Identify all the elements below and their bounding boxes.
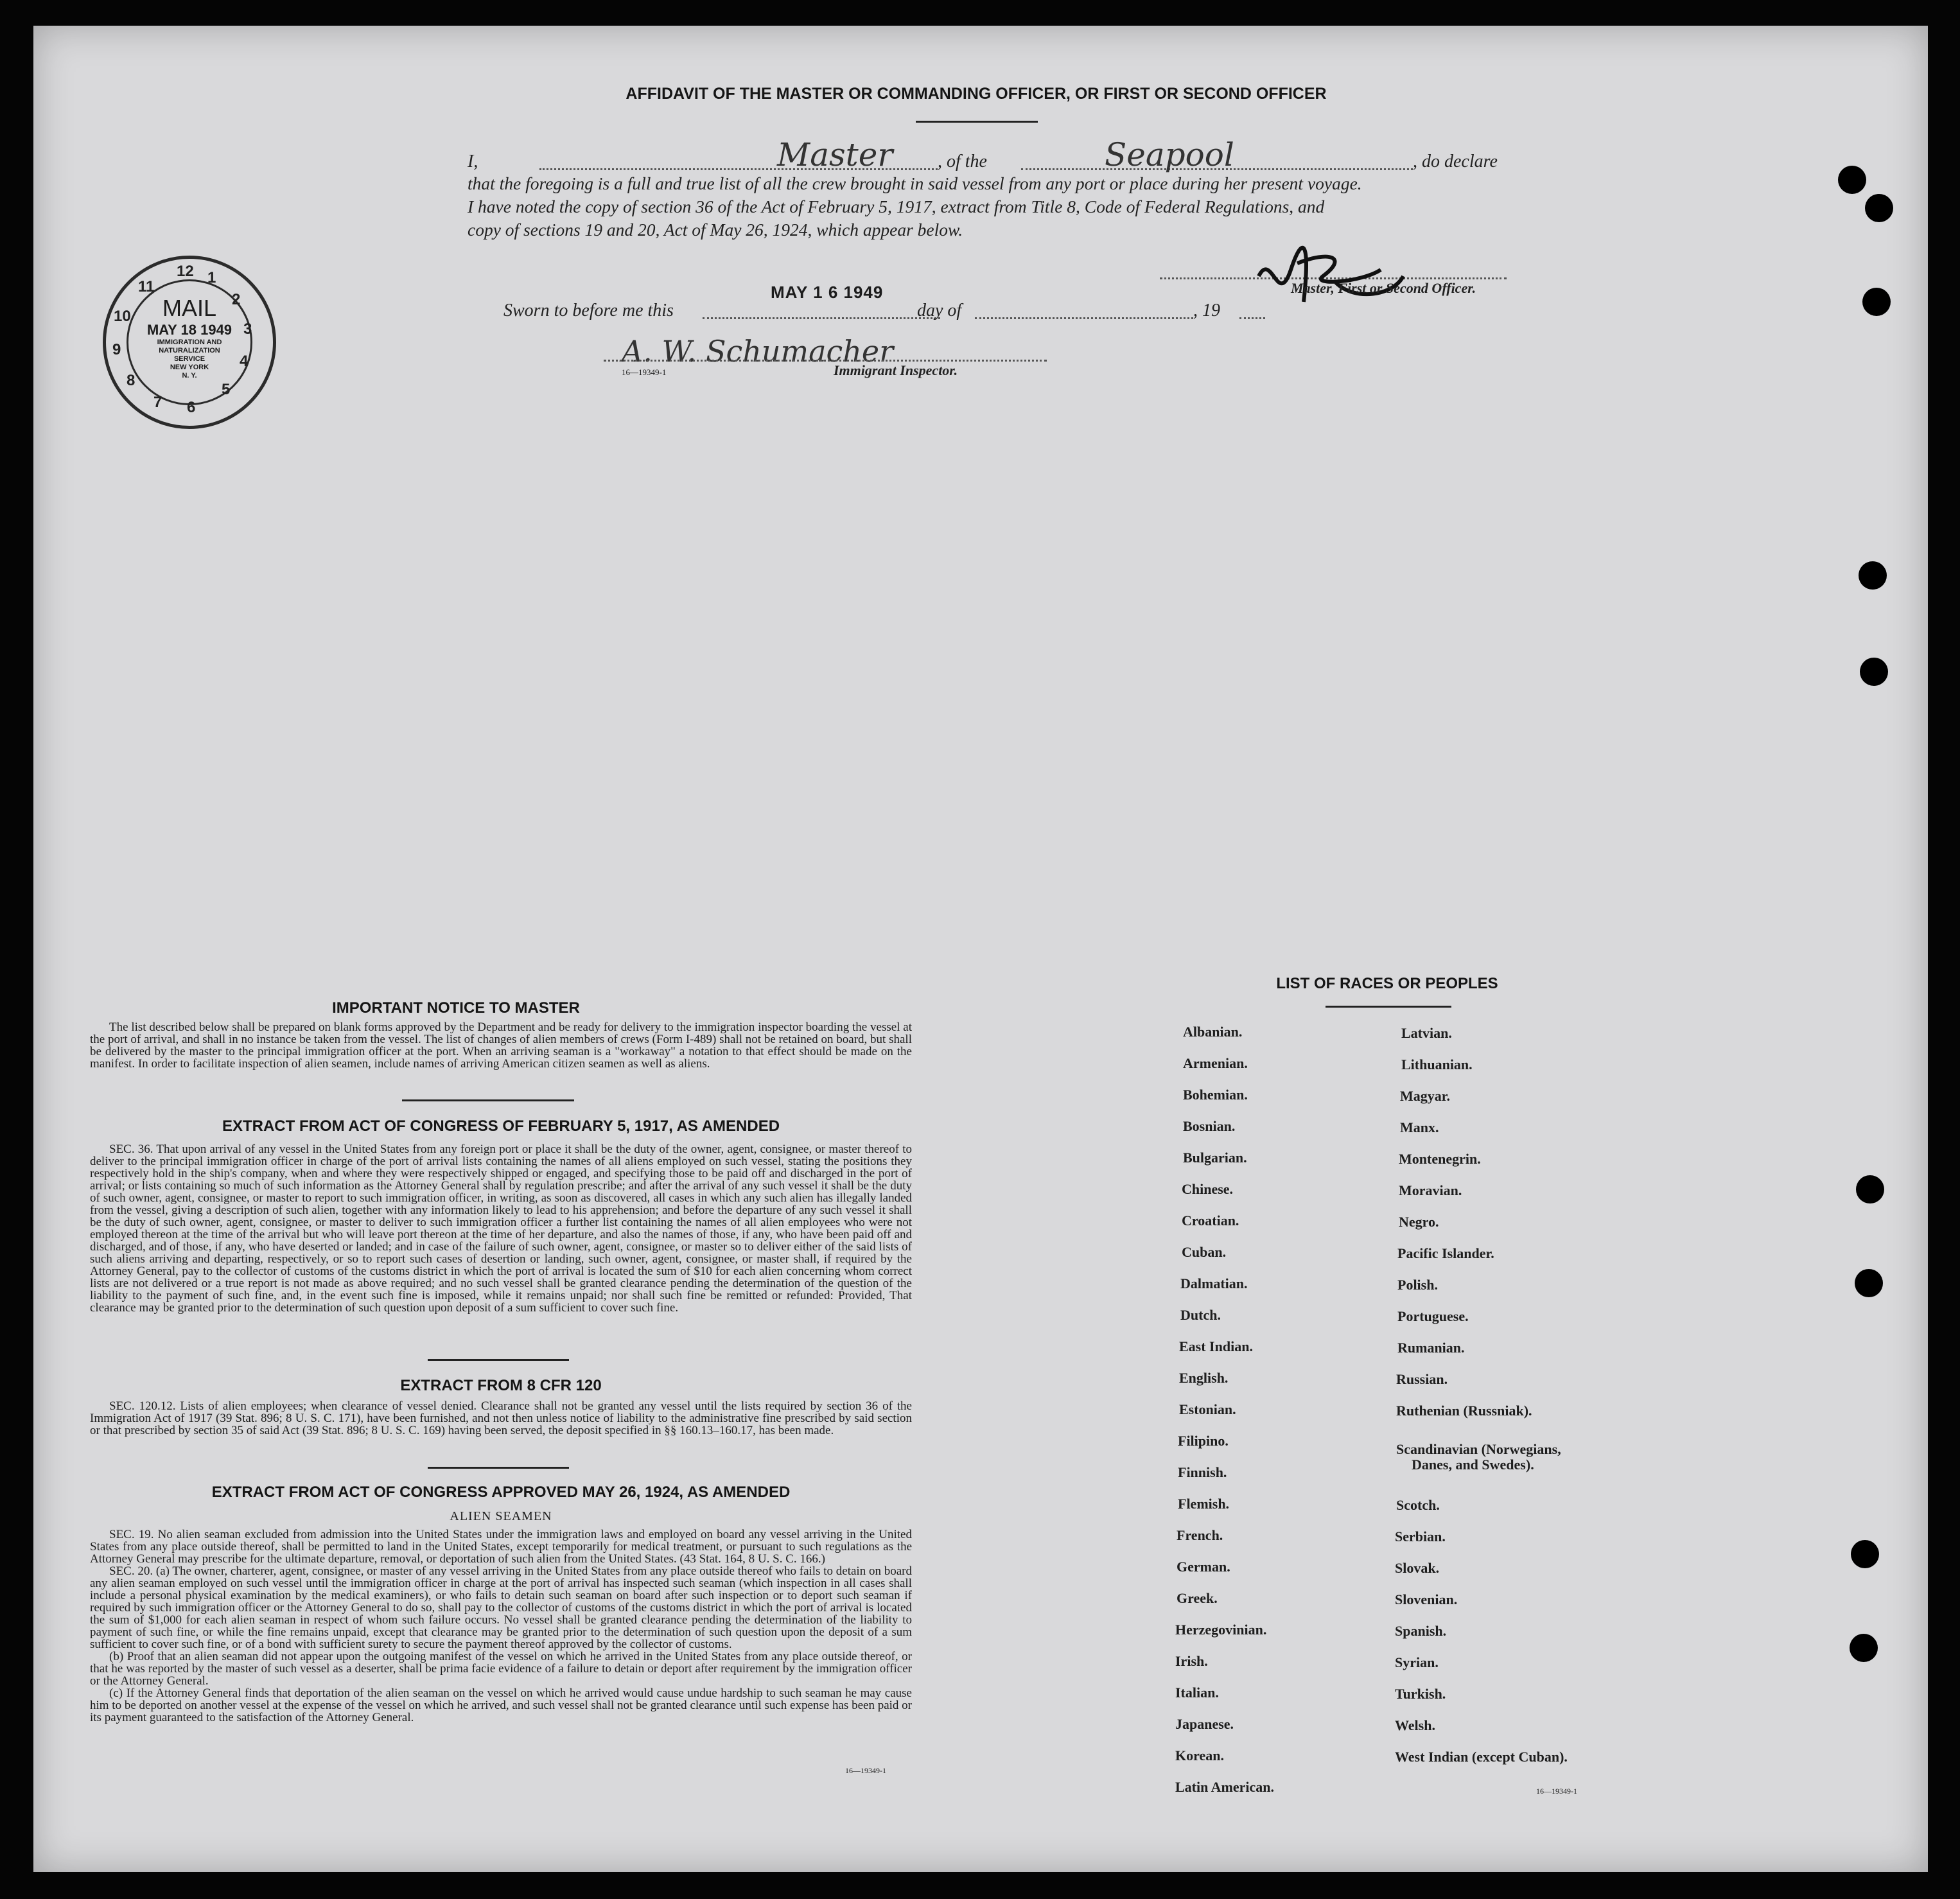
rank-handwritten: Master [777, 136, 893, 173]
extract-1917-text [90, 1143, 912, 1314]
stamp-line-2: NATURALIZATION [159, 347, 220, 354]
race-item-magyar: Magyar. [1400, 1088, 1451, 1104]
stamp-hour-4: 4 [240, 353, 249, 370]
affidavit-line-3: I have noted the copy of section 36 of the Act of February 5, 1917, extract from Title 8, Code of Federal Regulations, and [468, 197, 1325, 216]
inspector-line [604, 360, 1047, 362]
race-item-korean: Korean. [1175, 1747, 1224, 1763]
race-item-serbian: Serbian. [1395, 1528, 1446, 1545]
title-underline [916, 121, 1038, 123]
sworn-label: Sworn to before me this [503, 301, 674, 320]
race-item-portuguese: Portuguese. [1397, 1308, 1469, 1324]
stamp-hour-6: 6 [187, 399, 196, 416]
race-item-lithuanian: Lithuanian. [1401, 1056, 1473, 1072]
of-the-label: , of the [938, 152, 987, 171]
stamp-hour-1: 1 [207, 269, 216, 286]
section-19-paragraph: SEC. 19. No alien seaman excluded from admission into the United States under the immigration laws and employed on board any vessel arriving in the United States from any place outside thereof, shall be permitted to land in the United States, except temporarily for medical treatment, or pursuant to such regulations as the Attorney General may prescribe for the ultimate departure, removal, or deportation of such alien from the United States. (43 Stat. 164, 8 U. S. C. 166.) [90, 1528, 912, 1566]
binder-hole [1855, 1269, 1883, 1297]
section-20b-paragraph: (b) Proof that an alien seaman did not appear upon the outgoing manifest of the vessel on which he arrived in the United States from any place outside thereof, or that he was reported by the master of such vessel as a deserter, shall be prima facie evidence of a failure to detain or deport after requirement by the immigration officer or the Attorney General. [90, 1650, 912, 1688]
sworn-date-stamp: MAY 1 6 1949 [771, 283, 884, 302]
race-item-pacific-islander: Pacific Islander. [1397, 1245, 1494, 1261]
race-item-latin-american: Latin American. [1175, 1779, 1274, 1795]
race-item-scotch: Scotch. [1396, 1497, 1440, 1513]
race-item-bosnian: Bosnian. [1183, 1118, 1236, 1134]
stamp-hour-8: 8 [127, 372, 136, 389]
extract-cfr-title: EXTRACT FROM 8 CFR 120 [400, 1377, 602, 1394]
race-item-scandinavian-cont: Danes, and Swedes). [1412, 1457, 1534, 1473]
section-20c-paragraph: (c) If the Attorney General finds that deportation of the alien seaman on the vessel on which he arrived would cause undue hardship to such seaman he may cause him to be deported on another vessel at the expense of the vessel on which he arrived, and such vessel shall not be granted clearance until such expense has been paid or its payment guaranteed to the satisfaction of the Attorney General. [90, 1686, 912, 1724]
stamp-hour-5: 5 [222, 381, 231, 398]
stamp-line-4: NEW YORK [170, 363, 209, 371]
race-item-filipino: Filipino. [1178, 1433, 1229, 1449]
race-item-slovak: Slovak. [1395, 1560, 1440, 1576]
race-item-dutch: Dutch. [1180, 1307, 1221, 1323]
stamp-line-1: IMMIGRATION AND [157, 338, 222, 346]
extract-1917-title: EXTRACT FROM ACT OF CONGRESS OF FEBRUARY 5, 1917, AS AMENDED [222, 1117, 780, 1135]
form-number-top: 16—19349-1 [622, 367, 667, 377]
extract-1924-title: EXTRACT FROM ACT OF CONGRESS APPROVED MAY 26, 1924, AS AMENDED [211, 1483, 791, 1501]
do-declare-label: , do declare [1413, 152, 1498, 171]
race-item-chinese: Chinese. [1182, 1181, 1234, 1197]
race-item-bulgarian: Bulgarian. [1183, 1150, 1247, 1166]
race-item-english: English. [1179, 1370, 1229, 1386]
affidavit-title: AFFIDAVIT OF THE MASTER OR COMMANDING OFFICER, OR FIRST OR SECOND OFFICER [626, 85, 1327, 103]
section-20a-paragraph: SEC. 20. (a) The owner, charterer, agent, consignee, or master of any vessel arriving in the United States from any place outside thereof who fails to detain on board any alien seaman employed on such vessel until the immigration officer in charge at the port of arrival has inspected such seaman (which inspection in all cases shall include a personal physical examination by the medical examiners), or who fails to detain such seaman on board after such inspection or to deport such seaman if required by such immigration officer or the Attorney General to do so, shall pay to the collector of customs of the customs district in which the port of arrival is located the sum of $1,000 for each alien seaman in respect of whom such failure occurs. No vessel shall be granted clearance pending the determination of the liability to payment of such fine, or while the fine remains unpaid, except that clearance may be granted prior to the determination of such question upon the deposit of a sum sufficient to cover such fine, or of a bond with sufficient surety to secure the payment thereof approved by the collector of customs. [90, 1564, 912, 1651]
races-underline [1326, 1006, 1451, 1008]
alien-seamen-subtitle: ALIEN SEAMEN [450, 1509, 552, 1523]
race-item-japanese: Japanese. [1175, 1716, 1234, 1732]
race-item-spanish: Spanish. [1395, 1623, 1447, 1639]
binder-hole [1859, 561, 1887, 590]
race-item-turkish: Turkish. [1395, 1686, 1446, 1702]
day-of-label: day of [917, 301, 962, 320]
stamp-hour-7: 7 [153, 394, 162, 411]
year-prefix: , 19 [1193, 301, 1220, 320]
vessel-handwritten: Seapool [1105, 136, 1234, 173]
race-item-manx: Manx. [1400, 1119, 1439, 1135]
race-item-west-indian: West Indian (except Cuban). [1395, 1749, 1568, 1765]
form-number-bottom-right: 16—19349-1 [1536, 1787, 1577, 1796]
race-item-rumanian: Rumanian. [1397, 1340, 1465, 1356]
race-item-welsh: Welsh. [1395, 1717, 1435, 1733]
divider-2 [428, 1359, 569, 1361]
race-item-croatian: Croatian. [1182, 1212, 1239, 1229]
race-item-dalmatian: Dalmatian. [1180, 1275, 1248, 1291]
race-item-syrian: Syrian. [1395, 1654, 1439, 1670]
notice-title: IMPORTANT NOTICE TO MASTER [332, 999, 580, 1017]
race-item-latvian: Latvian. [1401, 1025, 1452, 1041]
notice-text [90, 1021, 912, 1070]
divider-1 [402, 1099, 574, 1101]
race-item-armenian: Armenian. [1183, 1055, 1248, 1071]
stamp-hour-2: 2 [232, 291, 241, 308]
affidavit-line-2: that the foregoing is a full and true list of all the crew brought in said vessel from any port or place during her present voyage. [468, 173, 1362, 193]
extract-cfr-text [90, 1400, 912, 1437]
race-item-scandinavian: Scandinavian (Norwegians, [1396, 1441, 1561, 1457]
section-36-paragraph: SEC. 36. That upon arrival of any vessel in the United States from any foreign port or place it shall be the duty of the owner, agent, consignee, or master thereof to deliver to the principal immigration officer in charge of the port of arrival lists containing the names of all aliens employed on such vessel, stating the positions they respectively hold in the ship's company, when and where they were respectively shipped or engaged, and specifying those to be paid off and discharged in the port of arrival; or lists containing so much of such information as the Attorney General shall by regulation prescribe; and after the arrival of any such vessel it shall be the duty of such owner, agent, consignee, or master to report to such immigration officer, in writing, as soon as discovered, all cases in which any such alien has illegally landed from the vessel, giving a description of such alien, together with any information likely to lead to his apprehension; and before the departure of any such vessel it shall be the duty of such owner, agent, consignee, or master to deliver to such immigration officer a further list containing the names of all alien employees who were not employed thereon at the time of the arrival but who will leave port thereon at the time of her departure, and also the names of those, if any, who have been paid off and discharged, and of those, if any, who have deserted or landed; and in case of the failure of such owner, agent, consignee, or master so to deliver either of the said lists of such aliens arriving and departing, respectively, or so to report such cases of desertion or landing, such owner, agent, consignee, or master shall, if required by the Attorney General, pay to the collector of customs of the customs district in which the port of arrival is located the sum of $10 for each alien concerning whom correct lists are not delivered or a true report is not made as above required; and no such vessel shall be granted clearance pending the determination of the question of the liability to the payment of such fine, and, in the event such fine is imposed, while it remains unpaid; nor shall such fine be remitted or refunded: Provided, That clearance may be granted prior to the determination of such question upon deposit of a sum sufficient to cover such fine. [90, 1142, 912, 1315]
race-item-italian: Italian. [1175, 1685, 1219, 1701]
stamp-date: MAY 18 1949 [146, 322, 232, 338]
i-label: I, [468, 152, 478, 171]
stamp-mail: MAIL [162, 295, 217, 321]
form-number-bottom-left: 16—19349-1 [845, 1766, 886, 1775]
section-120-12-paragraph: SEC. 120.12. Lists of alien employees; when clearance of vessel denied. Clearance shall not be granted any vessel until the lists required by section 36 of the Immigration Act of 1917 (39 Stat. 896; 8 U. S. C. 171), have been furnished, and not then unless notice of liability to the administrative fine prescribed by said section or that prescribed by section 35 of said Act (39 Stat. 896; 8 U. S. C. 169) having been served, the deposit specified in §§ 160.13–160.17, has been made. [90, 1399, 912, 1437]
race-item-russian: Russian. [1396, 1371, 1448, 1387]
stamp-line-5: N. Y. [182, 372, 197, 380]
binder-hole [1862, 288, 1891, 316]
race-item-estonian: Estonian. [1179, 1401, 1236, 1417]
race-item-finnish: Finnish. [1178, 1464, 1227, 1480]
race-item-bohemian: Bohemian. [1183, 1087, 1248, 1103]
mail-received-stamp [103, 256, 276, 429]
inspector-signature: A. W. Schumacher [622, 334, 894, 369]
sworn-date-blank [703, 317, 940, 319]
stamp-hour-11: 11 [138, 278, 155, 295]
inspector-caption: Immigrant Inspector. [834, 362, 958, 378]
master-signature [1252, 238, 1413, 321]
race-item-flemish: Flemish. [1178, 1496, 1230, 1512]
notice-paragraph: The list described below shall be prepared on blank forms approved by the Department and be ready for delivery to the immigration inspector boarding the vessel at the port of arrival, and shall in no instance be taken from the vessel. The list of changes of alien members of crews (Form I-489) shall not be retained on board, but shall be delivered by the master to the principal immigration officer at the port. When an arriving seaman is a "workaway" a notation to that effect should be made on the manifest. In order to facilitate inspection of alien seamen, include names of arriving American citizen seamen as well as aliens. [90, 1020, 912, 1071]
race-item-irish: Irish. [1175, 1653, 1208, 1669]
race-item-moravian: Moravian. [1399, 1182, 1462, 1198]
stamp-hour-12: 12 [177, 263, 194, 280]
stamp-line-3: SERVICE [173, 355, 206, 363]
extract-1924-text [90, 1528, 912, 1724]
races-title: LIST OF RACES OR PEOPLES [1276, 975, 1498, 992]
binder-hole [1856, 1175, 1884, 1203]
race-item-ruthenian: Ruthenian (Russniak). [1396, 1403, 1532, 1419]
stamp-hour-9: 9 [112, 341, 121, 358]
signature-caption: Master, First or Second Officer. [1291, 280, 1476, 296]
binder-hole [1865, 194, 1893, 222]
race-item-french: French. [1177, 1527, 1223, 1543]
race-item-negro: Negro. [1399, 1214, 1439, 1230]
binder-hole [1850, 1634, 1878, 1662]
divider-3 [428, 1467, 569, 1469]
race-item-greek: Greek. [1177, 1590, 1218, 1606]
month-blank [975, 317, 1193, 319]
race-item-montenegrin: Montenegrin. [1399, 1151, 1481, 1167]
race-item-herzegovinian: Herzegovinian. [1175, 1622, 1267, 1638]
race-item-albanian: Albanian. [1183, 1024, 1243, 1040]
stamp-hour-3: 3 [243, 320, 252, 338]
binder-hole [1851, 1540, 1879, 1568]
binder-hole [1838, 166, 1866, 194]
race-item-east-indian: East Indian. [1179, 1338, 1253, 1354]
race-item-german: German. [1177, 1559, 1230, 1575]
race-item-slovenian: Slovenian. [1395, 1591, 1458, 1607]
affidavit-line-4: copy of sections 19 and 20, Act of May 26, 1924, which appear below. [468, 220, 963, 240]
race-item-cuban: Cuban. [1182, 1244, 1227, 1260]
binder-hole [1860, 658, 1888, 686]
race-item-polish: Polish. [1397, 1277, 1438, 1293]
stamp-hour-10: 10 [114, 308, 131, 325]
year-blank [1239, 317, 1265, 319]
